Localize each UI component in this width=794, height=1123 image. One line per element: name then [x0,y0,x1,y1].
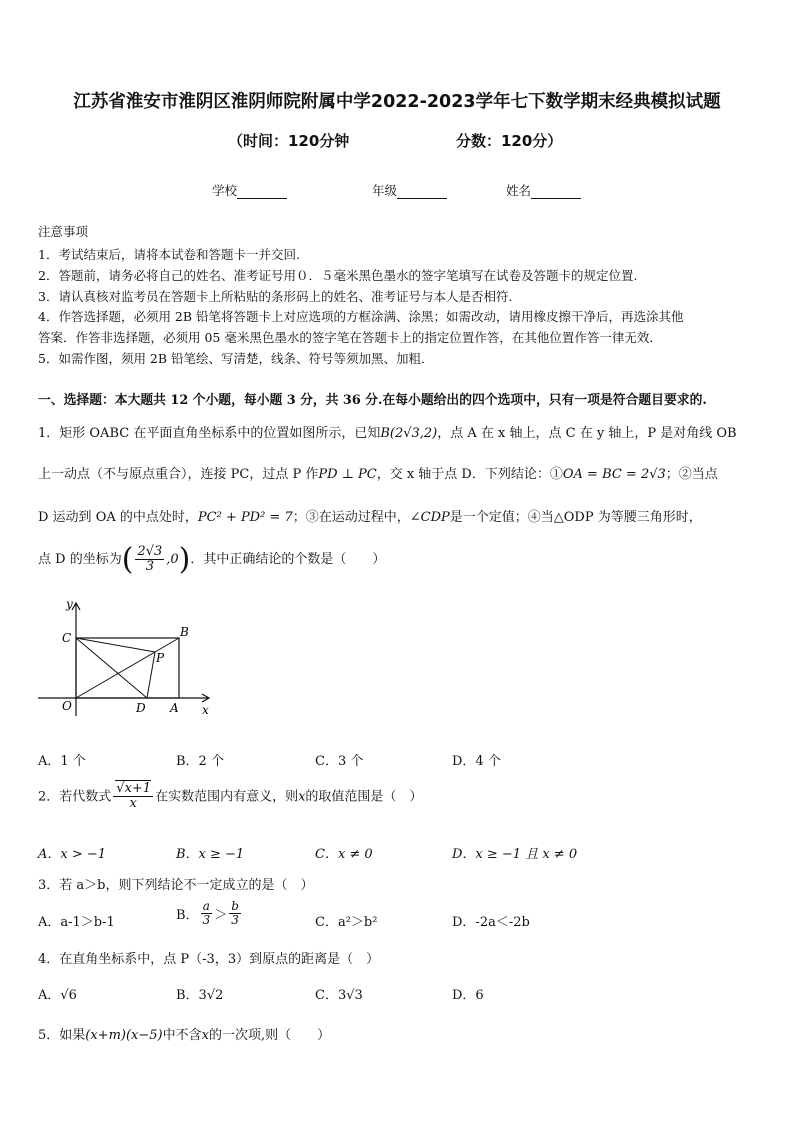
q1-line-2: 上一动点（不与原点重合），连接 PC，过点 P 作PD ⊥ PC，交 x 轴于点 D．下列结论：①OA = BC = 2√3；②当点 [38,467,718,482]
q4-option-a[interactable]: A．√6 [38,988,77,1003]
note-item: 5．如需作图，须用 2B 铅笔绘、写清楚，线条、符号等须加黑、加粗． [38,351,434,366]
label-y: y [66,598,73,611]
exam-score: 分数：120分） [456,132,563,150]
q5-text: 5．如果(x+m)(x−5)中不含x的一次项,则（ ） [38,1028,331,1043]
note-item: 2．答题前，请务必将自己的姓名、准考证号用０．５毫米黑色墨水的签字笔填写在试卷及答题卡的规定位置. [38,268,638,283]
q1-line-1: 1．矩形 OABC 在平面直角坐标系中的位置如图所示，已知B(2√3,2)，点 A 在 x 轴上，点 C 在 y 轴上，P 是对角线 OB [38,426,737,441]
segment-pd [147,652,155,698]
q1-option-a[interactable]: A．1 个 [38,754,86,769]
q4-option-c[interactable]: C．3√3 [315,988,363,1003]
note-item: 4．作答选择题，必须用 2B 铅笔将答题卡上对应选项的方框涂满、涂黑；如需改动，请用橡皮擦干净后，再选涂其他 [38,309,684,324]
note-item: 答案．作答非选择题，必须用 05 毫米黑色墨水的签字笔在答题卡上的指定位置作答，在其他位置作答一律无效． [38,330,662,345]
exam-time: （时间：120分钟 [228,132,350,150]
label-c: C [62,631,72,645]
label-o: O [62,699,72,713]
school-field: 学校 [212,181,287,199]
q3-text: 3．若 a＞b，则下列结论不一定成立的是（ ） [38,878,314,893]
q3-option-c[interactable]: C．a²＞b² [315,915,378,930]
label-b: B [180,625,189,639]
note-item: 1．考试结束后，请将本试卷和答题卡一并交回. [38,247,300,262]
q2-option-d[interactable]: D．x ≥ −1 且 x ≠ 0 [452,847,578,862]
grade-field: 年级 [372,181,447,199]
segment-pc [76,638,155,652]
q4-text: 4．在直角坐标系中，点 P（-3，3）到原点的距离是（ ） [38,952,380,967]
note-item: 3．请认真核对监考员在答题卡上所粘贴的条形码上的姓名、准考证号与本人是否相符. [38,289,513,304]
label-x: x [202,703,209,717]
q4-option-b[interactable]: B．3√2 [176,988,224,1003]
q3-option-b[interactable]: B． $\frac{a}{3}$ ＞ $\frac{b}{3}$ [176,899,239,928]
segment-cd [76,638,147,698]
q3-option-a[interactable]: A．a-1＞b-1 [38,915,115,930]
q2-option-a[interactable]: A．x > −1 [38,847,107,862]
label-a: A [170,701,179,715]
label-p: P [156,651,165,665]
q2-text: 2．若代数式 $\frac{√x+1}{x}$ 在实数范围内有意义，则x的取值范围是（ ） [38,781,423,812]
section-heading: 一、选择题：本大题共 12 个小题，每小题 3 分，共 36 分.在每小题给出的四个选项中，只有一项是符合题目要求的. [38,393,707,408]
q1-line-4: 点 D 的坐标为( $\frac{2√3}{3}$ ,0)．其中正确结论的个数是（ ） [38,542,386,577]
label-d: D [136,701,146,715]
q4-option-d[interactable]: D．6 [452,988,484,1003]
q1-option-c[interactable]: C．3 个 [315,754,364,769]
q3-option-d[interactable]: D．-2a＜-2b [452,915,530,930]
q2-option-c[interactable]: C．x ≠ 0 [315,847,373,862]
q1-line-3: D 运动到 OA 的中点处时，PC² + PD² = 7；③在运动过程中，∠CDP是一个定值；④当△ODP 为等腰三角形时， [38,510,702,525]
name-field: 姓名 [506,181,581,199]
q1-figure [36,598,216,720]
q1-option-b[interactable]: B．2 个 [176,754,224,769]
page-title: 江苏省淮安市淮阴区淮阴师院附属中学2022-2023学年七下数学期末经典模拟试题 [73,92,721,112]
q2-option-b[interactable]: B．x ≥ −1 [176,847,245,862]
notes-heading: 注意事项 [38,224,89,239]
q1-option-d[interactable]: D．4 个 [452,754,501,769]
